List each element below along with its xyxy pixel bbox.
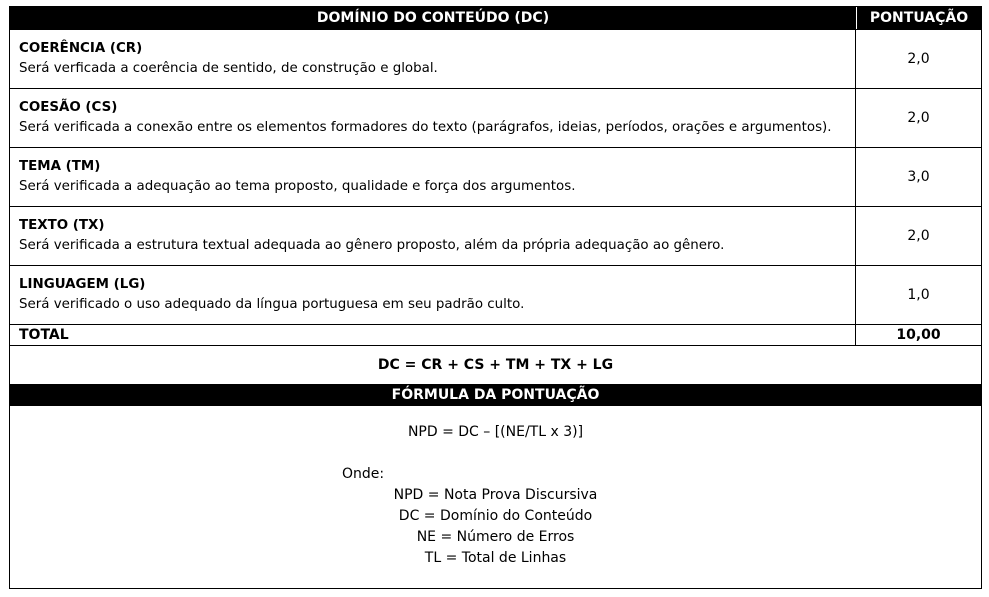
criterion-title: LINGUAGEM (LG)	[19, 277, 146, 292]
criterion-description-cell	[10, 89, 856, 147]
where-label: Onde:	[342, 466, 385, 482]
formula-section-title: FÓRMULA DA PONTUAÇÃO	[10, 384, 981, 406]
criterion-description-cell	[10, 207, 856, 265]
criterion-row-language	[10, 265, 981, 324]
criterion-points: 1,0	[907, 287, 930, 303]
criterion-description-cell	[10, 266, 856, 324]
score-formula: NPD = DC – [(NE/TL x 3)]	[407, 424, 584, 440]
total-row	[10, 324, 981, 346]
criterion-row-theme	[10, 147, 981, 206]
criterion-title: COESÃO (CS)	[19, 100, 118, 115]
criterion-row-cohesion	[10, 88, 981, 147]
criterion-title: COERÊNCIA (CR)	[19, 41, 143, 56]
definition-item: NE = Número de Erros	[416, 529, 575, 545]
criterion-points: 2,0	[907, 228, 930, 244]
table-header	[10, 7, 981, 29]
criterion-points: 2,0	[907, 51, 930, 67]
criterion-row-text	[10, 206, 981, 265]
formula-section-body	[10, 406, 981, 588]
dc-formula: DC = CR + CS + TM + TX + LG	[377, 357, 614, 373]
domain-header: DOMÍNIO DO CONTEÚDO (DC)	[10, 7, 857, 29]
definition-item: DC = Domínio do Conteúdo	[398, 508, 593, 524]
criterion-points: 2,0	[907, 110, 930, 126]
criterion-description: Será verificado o uso adequado da língua portuguesa em seu padrão culto.	[19, 297, 525, 312]
criterion-description: Será verificada a estrutura textual adequada ao gênero proposto, além da própria adequação ao gênero.	[19, 238, 725, 253]
criterion-title: TEMA (TM)	[19, 159, 101, 174]
criterion-row-coherence	[10, 29, 981, 88]
total-value: 10,00	[896, 327, 941, 343]
criterion-title: TEXTO (TX)	[19, 218, 105, 233]
definitions-list	[10, 485, 981, 569]
scoring-table	[9, 6, 982, 589]
criterion-description: Será verificada a conexão entre os elementos formadores do texto (parágrafos, ideias, períodos, orações e argumentos).	[19, 120, 832, 135]
criterion-description: Será verificada a adequação ao tema proposto, qualidade e força dos argumentos.	[19, 179, 576, 194]
criterion-points: 3,0	[907, 169, 930, 185]
criterion-description-cell	[10, 30, 856, 88]
definition-item: NPD = Nota Prova Discursiva	[393, 487, 598, 503]
definition-item: TL = Total de Linhas	[424, 550, 567, 566]
criterion-description-cell	[10, 148, 856, 206]
points-header: PONTUAÇÃO	[869, 10, 969, 26]
total-label: TOTAL	[10, 325, 856, 345]
criterion-description: Será verficada a coerência de sentido, de construção e global.	[19, 61, 438, 76]
